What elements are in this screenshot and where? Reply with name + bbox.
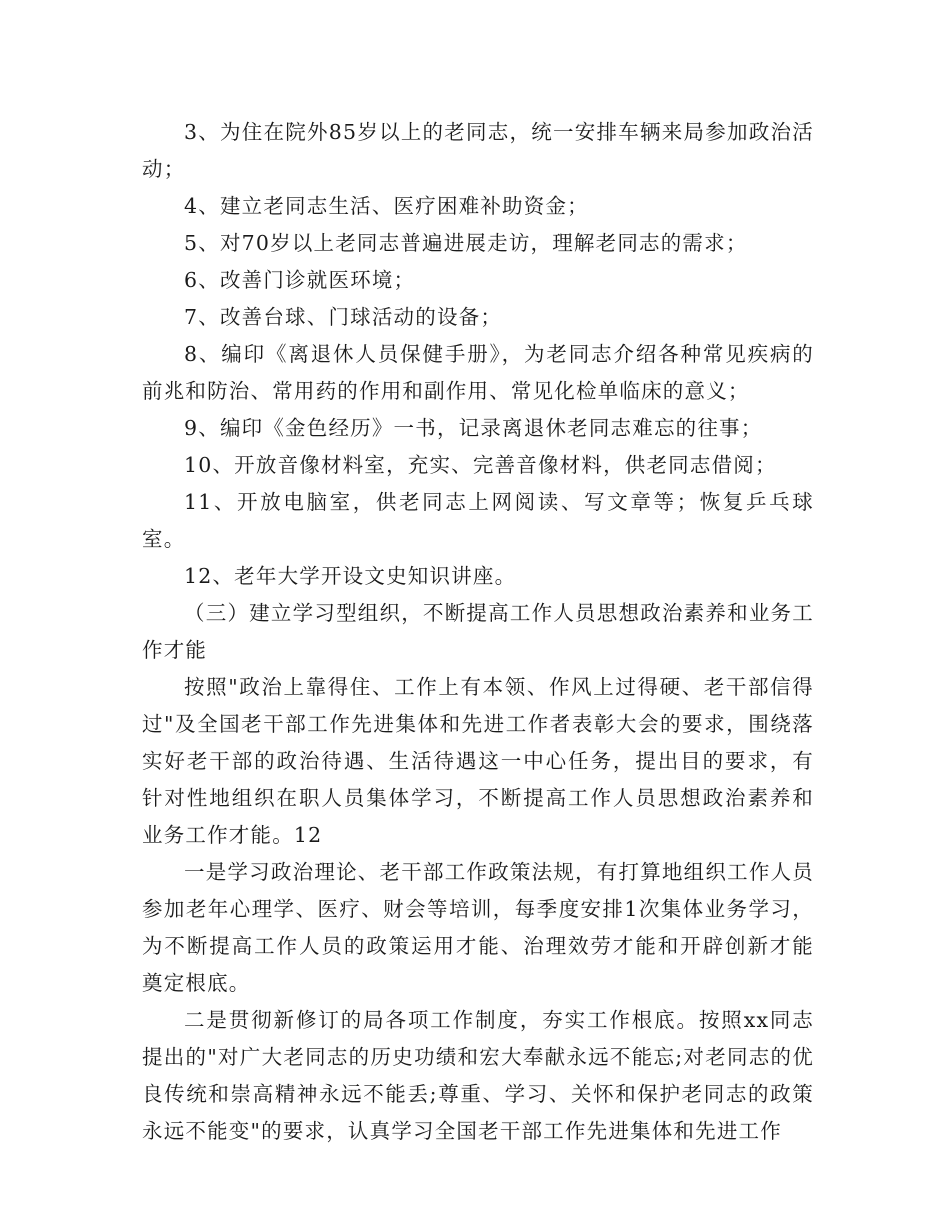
section-heading-three: （三）建立学习型组织，不断提高工作人员思想政治素养和业务工作才能: [142, 601, 814, 662]
paragraph-item-9: 9、编印《金色经历》一书，记录离退休老同志难忘的往事；: [184, 416, 763, 440]
paragraph-item-12: 12、老年大学开设文史知识讲座。: [184, 564, 517, 588]
paragraph-item-4: 4、建立老同志生活、医疗困难补助资金；: [184, 194, 589, 218]
paragraph-first-point: 一是学习政治理论、老干部工作政策法规，有打算地组织工作人员参加老年心理学、医疗、财会等培训，每季度安排1次集体业务学习，为不断提高工作人员的政策运用才能、治理效劳才能和开辟创新才能奠定根底。: [142, 860, 814, 995]
paragraph-item-3: 3、为住在院外85岁以上的老同志，统一安排车辆来局参加政治活动；: [142, 120, 814, 181]
paragraph-second-point: 二是贯彻新修订的局各项工作制度，夯实工作根底。按照xx同志提出的"对广大老同志的历史功绩和宏大奉献永远不能忘;对老同志的优良传统和崇高精神永远不能丢;尊重、学习、关怀和保护老同志的政策永远不能变"的要求，认真学习全国老干部工作先进集体和先进工作: [142, 1008, 814, 1143]
paragraph-item-7: 7、改善台球、门球活动的设备；: [184, 305, 503, 329]
paragraph-item-11: 11、开放电脑室，供老同志上网阅读、写文章等；恢复乒乓球室。: [142, 490, 814, 551]
paragraph-item-6: 6、改善门诊就医环境；: [184, 268, 416, 292]
paragraph-study-requirements: 按照"政治上靠得住、工作上有本领、作风上过得硬、老干部信得过"及全国老干部工作先进集体和先进工作者表彰大会的要求，围绕落实好老干部的政治待遇、生活待遇这一中心任务，提出目的要求，有针对性地组织在职人员集体学习，不断提高工作人员思想政治素养和业务工作才能。12: [142, 675, 814, 847]
paragraph-item-10: 10、开放音像材料室，充实、完善音像材料，供老同志借阅；: [184, 453, 777, 477]
paragraph-item-8: 8、编印《离退休人员保健手册》，为老同志介绍各种常见疾病的前兆和防治、常用药的作用和副作用、常见化检单临床的意义；: [142, 342, 814, 403]
document-body: [142, 114, 814, 1150]
paragraph-item-5: 5、对70岁以上老同志普遍进展走访，理解老同志的需求；: [184, 231, 748, 255]
